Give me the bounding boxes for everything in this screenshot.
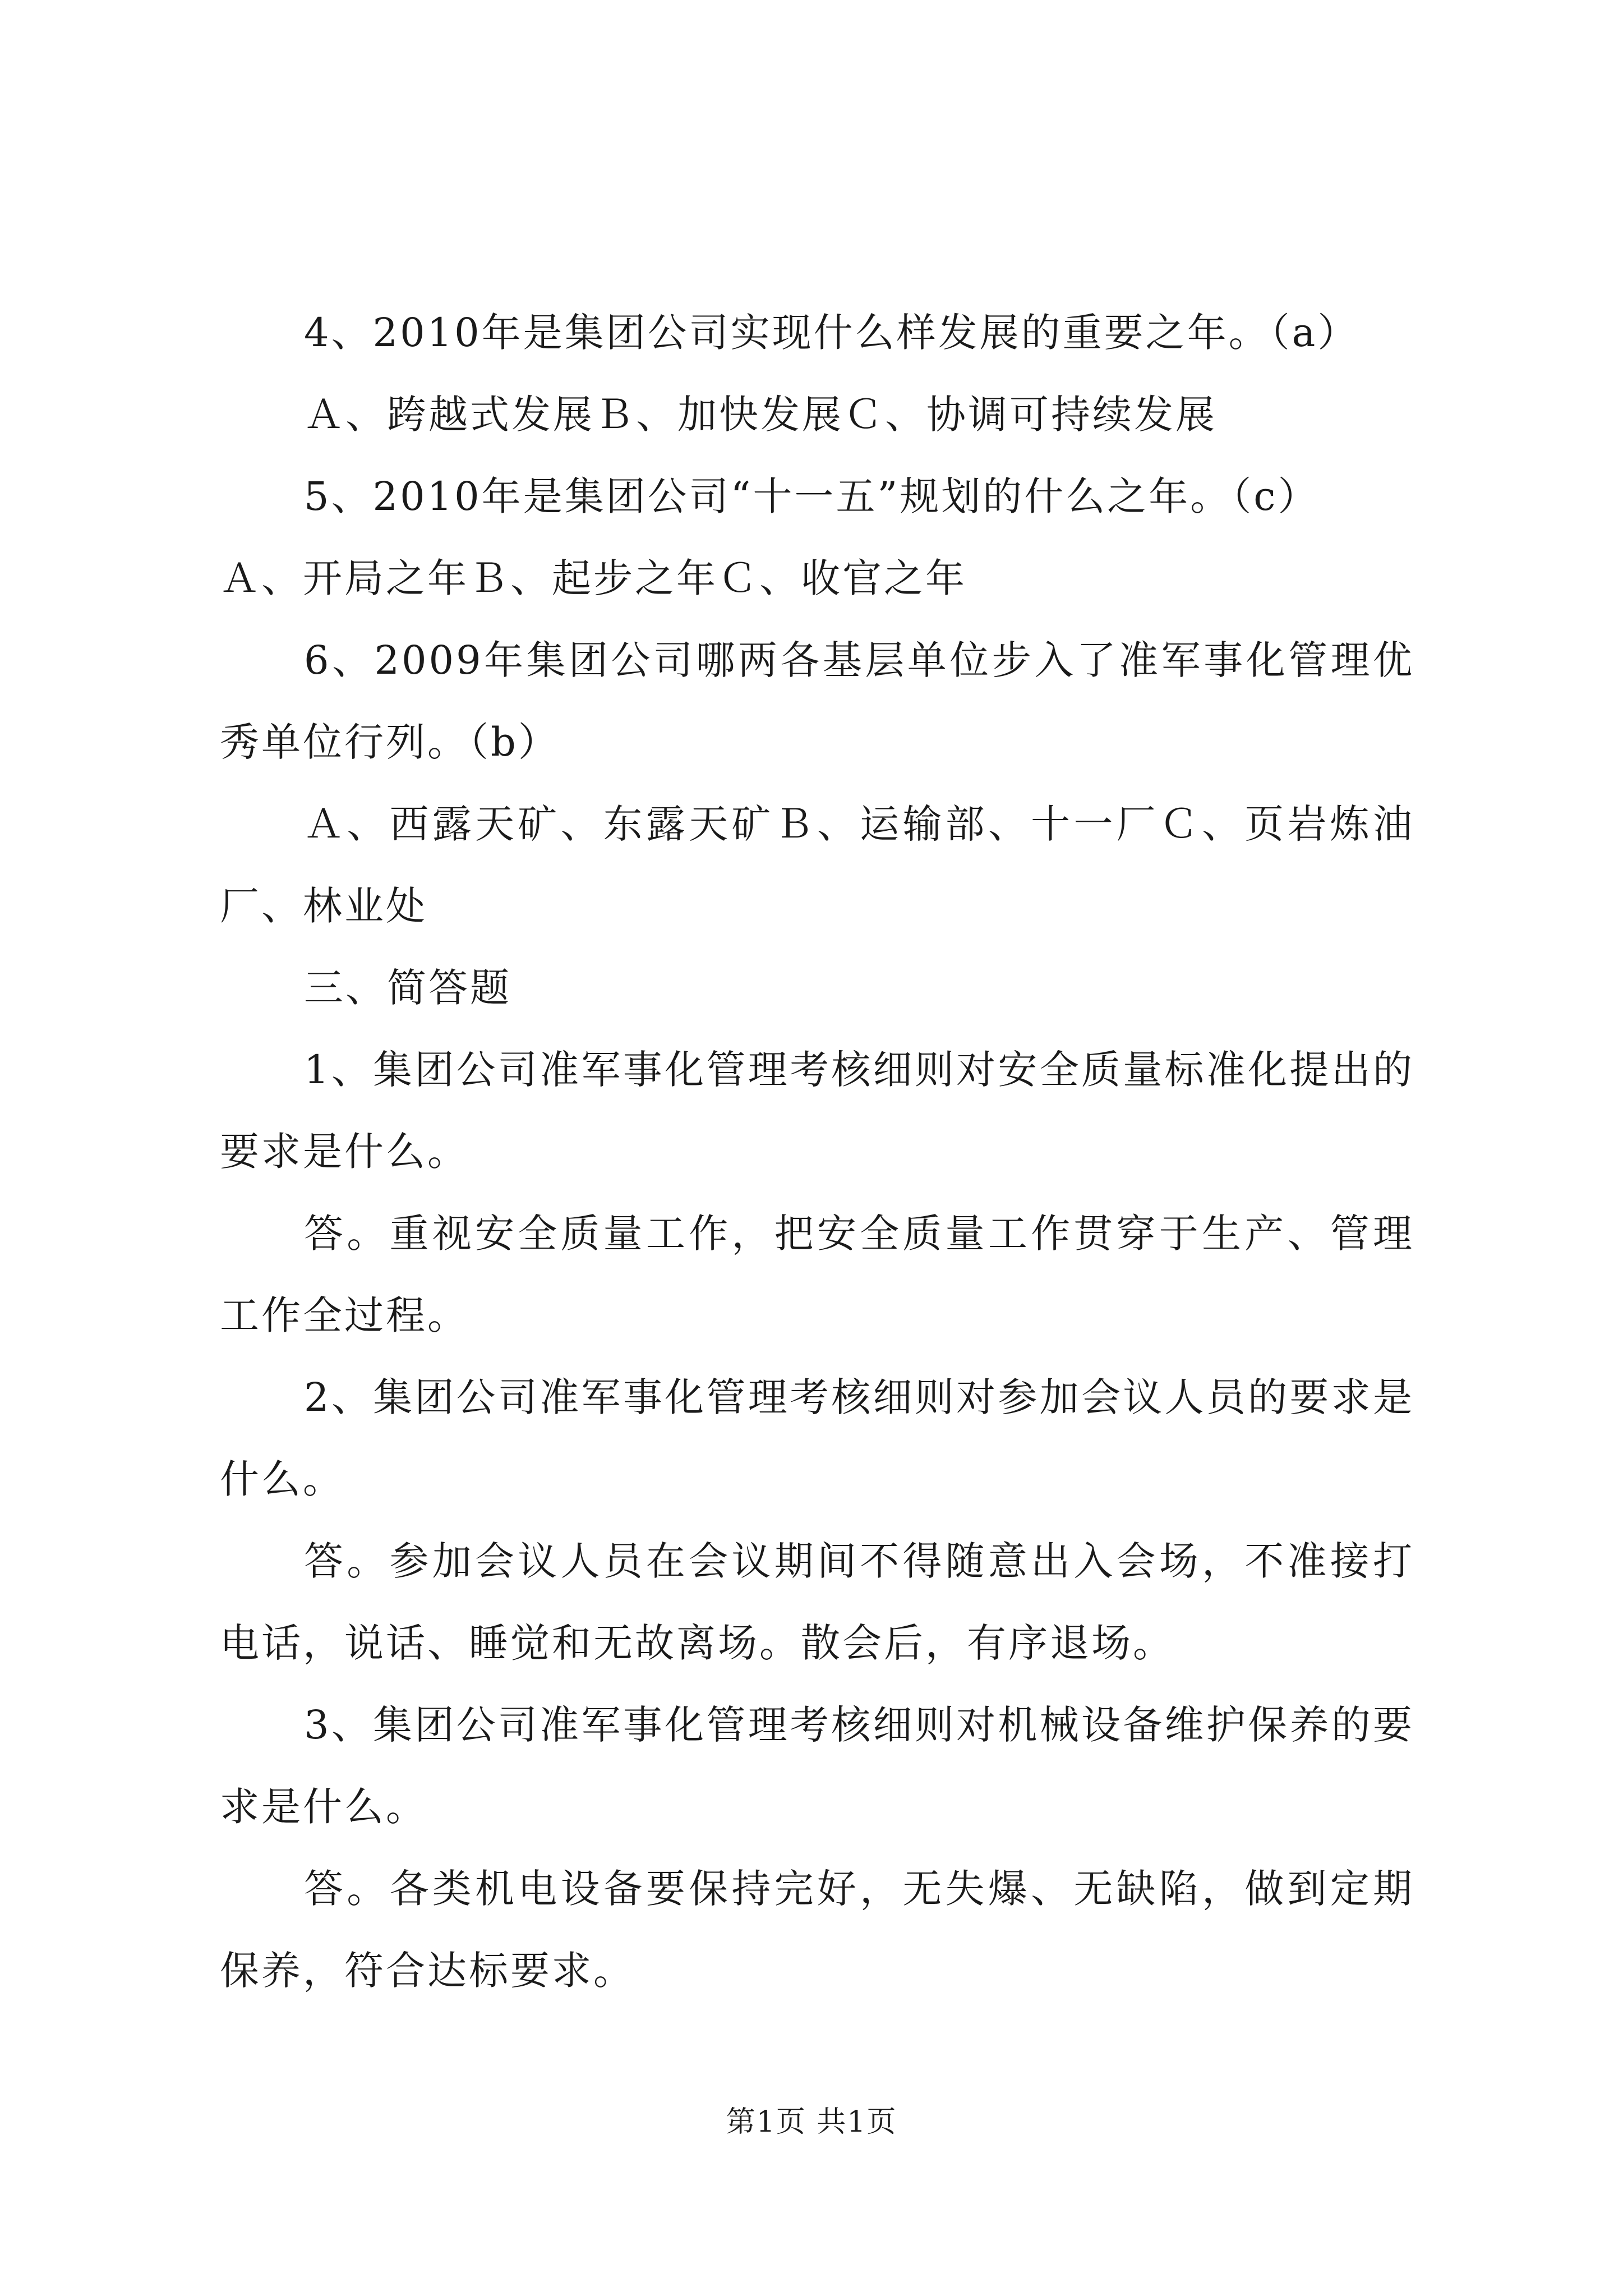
question-5: 5、2010年是集团公司“十一五”规划的什么之年。（c） — [304, 473, 1320, 519]
section-heading: 三、简答题 — [304, 965, 511, 1011]
short-answer-answer-3: 答。各类机电设备要保持完好，无失爆、无缺陷，做到定期保养，符合达标要求。 — [220, 1866, 1414, 1994]
page-footer: 第1页 共1页 — [726, 2105, 897, 2139]
short-answer-answer-2: 答。参加会议人员在会议期间不得随意出入会场，不准接打电话，说话、睡觉和无故离场。散会后，有序退场。 — [220, 1538, 1414, 1666]
question-5-options: Ａ、开局之年Ｂ、起步之年Ｃ、收官之年 — [220, 555, 967, 601]
short-answer-question-3: 3、集团公司准军事化管理考核细则对机械设备维护保养的要求是什么。 — [220, 1702, 1414, 1830]
question-4: 4、2010年是集团公司实现什么样发展的重要之年。（a） — [304, 310, 1359, 356]
short-answer-question-1: 1、集团公司准军事化管理考核细则对安全质量标准化提出的要求是什么。 — [220, 1047, 1414, 1175]
question-6: 6、2009年集团公司哪两各基层单位步入了准军事化管理优秀单位行列。（b） — [220, 637, 1414, 765]
question-6-options: Ａ、西露天矿、东露天矿Ｂ、运输部、十一厂Ｃ、页岩炼油厂、林业处 — [220, 801, 1414, 929]
document-body — [220, 292, 1414, 2012]
short-answer-question-2: 2、集团公司准军事化管理考核细则对参加会议人员的要求是什么。 — [220, 1374, 1414, 1502]
short-answer-answer-1: 答。重视安全质量工作，把安全质量工作贯穿于生产、管理工作全过程。 — [220, 1211, 1414, 1338]
question-4-options: Ａ、跨越式发展Ｂ、加快发展Ｃ、协调可持续发展 — [304, 392, 1217, 438]
